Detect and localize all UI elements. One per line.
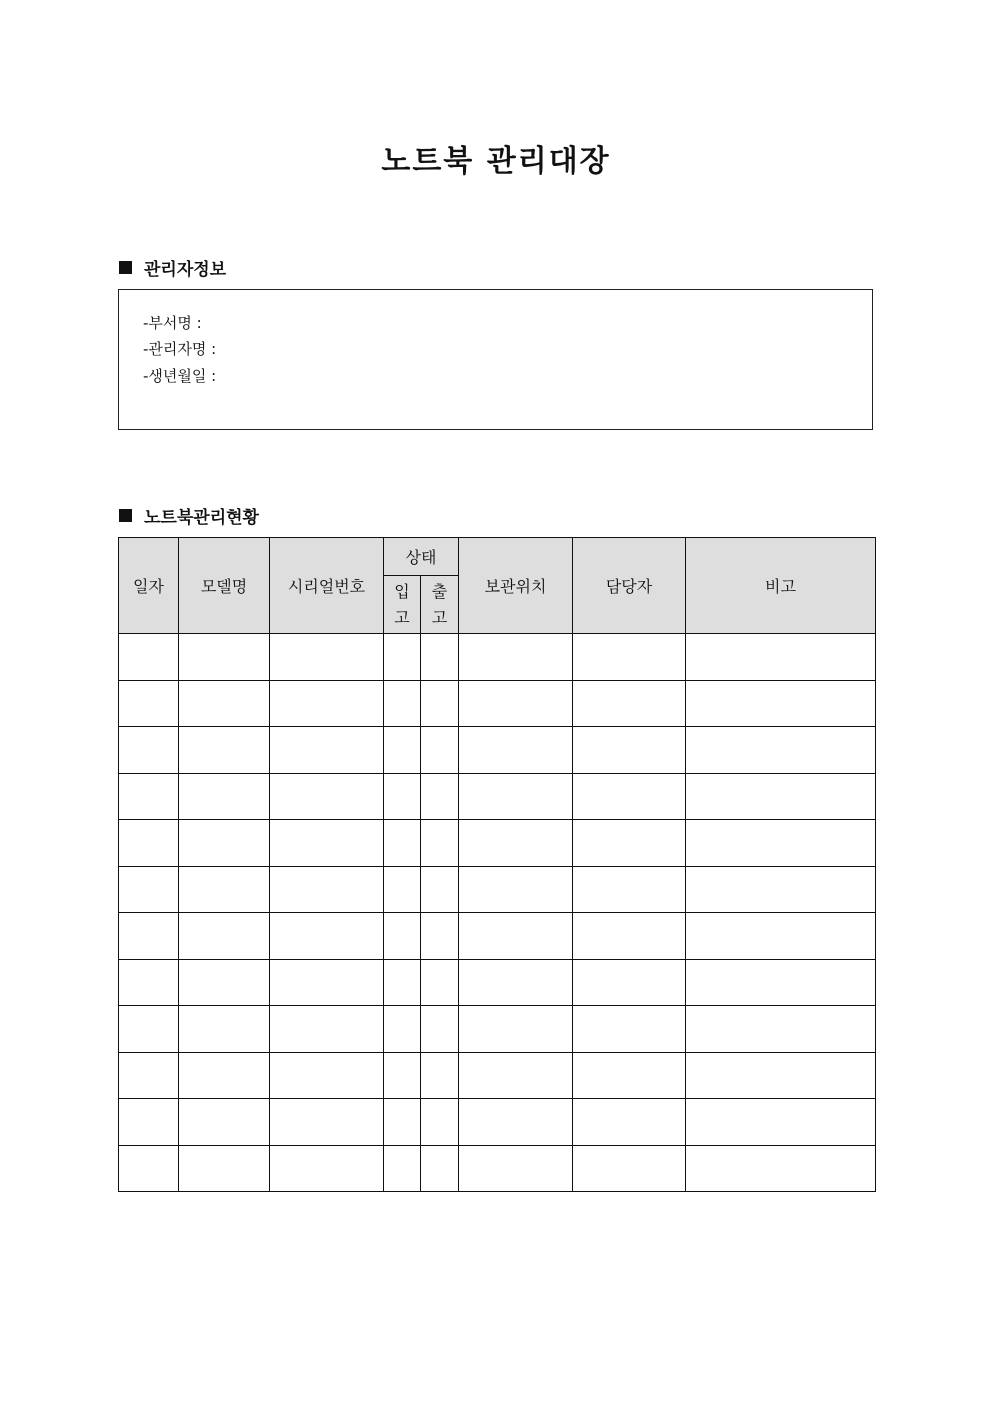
cell-serial[interactable] [270, 913, 384, 960]
cell-model[interactable] [179, 820, 270, 867]
cell-location[interactable] [459, 1006, 573, 1053]
cell-person[interactable] [573, 727, 686, 774]
table-row [119, 820, 876, 867]
table-row [119, 959, 876, 1006]
cell-stock-out[interactable] [421, 959, 459, 1006]
cell-stock-in[interactable] [384, 1052, 421, 1099]
cell-stock-out[interactable] [421, 866, 459, 913]
cell-location[interactable] [459, 773, 573, 820]
field-manager-name-label: -관리자명 : [143, 340, 217, 358]
cell-serial[interactable] [270, 1145, 384, 1192]
cell-stock-in[interactable] [384, 773, 421, 820]
cell-location[interactable] [459, 866, 573, 913]
square-bullet-icon [119, 261, 132, 274]
cell-model[interactable] [179, 1052, 270, 1099]
notebook-management-table [118, 537, 876, 1192]
cell-model[interactable] [179, 1145, 270, 1192]
status-section-heading [119, 503, 259, 528]
cell-person[interactable] [573, 913, 686, 960]
cell-serial[interactable] [270, 820, 384, 867]
cell-date[interactable] [119, 1006, 179, 1053]
field-birthdate[interactable] [143, 365, 216, 386]
header-person: 담당자 [573, 538, 686, 634]
cell-date[interactable] [119, 1099, 179, 1146]
cell-location[interactable] [459, 913, 573, 960]
cell-stock-out[interactable] [421, 1006, 459, 1053]
cell-note[interactable] [686, 866, 876, 913]
cell-note[interactable] [686, 820, 876, 867]
cell-model[interactable] [179, 866, 270, 913]
manager-info-box [118, 289, 873, 430]
cell-serial[interactable] [270, 634, 384, 681]
cell-location[interactable] [459, 1052, 573, 1099]
cell-person[interactable] [573, 866, 686, 913]
cell-model[interactable] [179, 959, 270, 1006]
cell-date[interactable] [119, 959, 179, 1006]
cell-stock-in[interactable] [384, 1145, 421, 1192]
field-department-label: -부서명 : [143, 314, 202, 332]
cell-stock-in[interactable] [384, 913, 421, 960]
header-date: 일자 [119, 538, 179, 634]
table-row [119, 1099, 876, 1146]
cell-stock-out[interactable] [421, 1052, 459, 1099]
field-birthdate-label: -생년월일 : [143, 367, 217, 385]
cell-location[interactable] [459, 727, 573, 774]
header-location: 보관위치 [459, 538, 573, 634]
header-serial: 시리얼번호 [270, 538, 384, 634]
table-row [119, 866, 876, 913]
cell-stock-in[interactable] [384, 634, 421, 681]
cell-serial[interactable] [270, 773, 384, 820]
table-row [119, 1145, 876, 1192]
table-row [119, 727, 876, 774]
cell-person[interactable] [573, 1145, 686, 1192]
cell-model[interactable] [179, 1099, 270, 1146]
header-stock-in-line1: 입 [394, 581, 410, 601]
table-row [119, 634, 876, 681]
cell-note[interactable] [686, 680, 876, 727]
manager-section-title: 관리자정보 [144, 260, 227, 280]
cell-person[interactable] [573, 1052, 686, 1099]
header-model: 모델명 [179, 538, 270, 634]
cell-date[interactable] [119, 727, 179, 774]
cell-note[interactable] [686, 727, 876, 774]
cell-stock-out[interactable] [421, 634, 459, 681]
cell-date[interactable] [119, 1145, 179, 1192]
cell-location[interactable] [459, 1145, 573, 1192]
header-stock-out [421, 576, 459, 634]
cell-stock-in[interactable] [384, 727, 421, 774]
square-bullet-icon [119, 509, 132, 522]
cell-note[interactable] [686, 1052, 876, 1099]
cell-model[interactable] [179, 1006, 270, 1053]
cell-date[interactable] [119, 820, 179, 867]
cell-note[interactable] [686, 913, 876, 960]
cell-person[interactable] [573, 1099, 686, 1146]
header-stock-in-line2: 고 [394, 607, 410, 627]
cell-serial[interactable] [270, 866, 384, 913]
header-stock-out-line1: 출 [431, 581, 448, 601]
cell-stock-in[interactable] [384, 1006, 421, 1053]
cell-note[interactable] [686, 1145, 876, 1192]
cell-model[interactable] [179, 773, 270, 820]
cell-date[interactable] [119, 913, 179, 960]
cell-stock-out[interactable] [421, 913, 459, 960]
cell-stock-out[interactable] [421, 773, 459, 820]
cell-location[interactable] [459, 959, 573, 1006]
cell-model[interactable] [179, 634, 270, 681]
header-note: 비고 [686, 538, 876, 634]
cell-date[interactable] [119, 773, 179, 820]
cell-serial[interactable] [270, 959, 384, 1006]
cell-serial[interactable] [270, 1099, 384, 1146]
table-row [119, 773, 876, 820]
cell-stock-in[interactable] [384, 866, 421, 913]
cell-date[interactable] [119, 680, 179, 727]
cell-location[interactable] [459, 820, 573, 867]
cell-location[interactable] [459, 680, 573, 727]
cell-stock-out[interactable] [421, 1145, 459, 1192]
cell-stock-in[interactable] [384, 959, 421, 1006]
cell-stock-out[interactable] [421, 680, 459, 727]
field-department[interactable] [143, 312, 202, 333]
cell-note[interactable] [686, 773, 876, 820]
cell-serial[interactable] [270, 727, 384, 774]
status-section-title: 노트북관리현황 [144, 508, 259, 528]
cell-serial[interactable] [270, 1052, 384, 1099]
header-stock-in [384, 576, 421, 634]
cell-stock-in[interactable] [384, 1099, 421, 1146]
cell-model[interactable] [179, 913, 270, 960]
cell-date[interactable] [119, 866, 179, 913]
cell-person[interactable] [573, 634, 686, 681]
table-row [119, 1006, 876, 1053]
cell-location[interactable] [459, 634, 573, 681]
cell-date[interactable] [119, 1052, 179, 1099]
cell-stock-in[interactable] [384, 820, 421, 867]
cell-serial[interactable] [270, 1006, 384, 1053]
cell-note[interactable] [686, 959, 876, 1006]
field-manager-name[interactable] [143, 338, 216, 359]
cell-model[interactable] [179, 680, 270, 727]
table-row [119, 1052, 876, 1099]
manager-section-heading [119, 255, 226, 280]
document-title: 노트북 관리대장 [381, 144, 611, 179]
header-status: 상태 [384, 538, 459, 576]
cell-stock-out[interactable] [421, 820, 459, 867]
table-row [119, 913, 876, 960]
cell-person[interactable] [573, 820, 686, 867]
cell-stock-out[interactable] [421, 1099, 459, 1146]
cell-note[interactable] [686, 1099, 876, 1146]
cell-stock-in[interactable] [384, 680, 421, 727]
cell-person[interactable] [573, 1006, 686, 1053]
cell-model[interactable] [179, 727, 270, 774]
cell-location[interactable] [459, 1099, 573, 1146]
cell-date[interactable] [119, 634, 179, 681]
cell-note[interactable] [686, 634, 876, 681]
cell-person[interactable] [573, 680, 686, 727]
cell-person[interactable] [573, 773, 686, 820]
cell-note[interactable] [686, 1006, 876, 1053]
cell-serial[interactable] [270, 680, 384, 727]
cell-person[interactable] [573, 959, 686, 1006]
header-stock-out-line2: 고 [431, 607, 448, 627]
cell-stock-out[interactable] [421, 727, 459, 774]
table-row [119, 680, 876, 727]
